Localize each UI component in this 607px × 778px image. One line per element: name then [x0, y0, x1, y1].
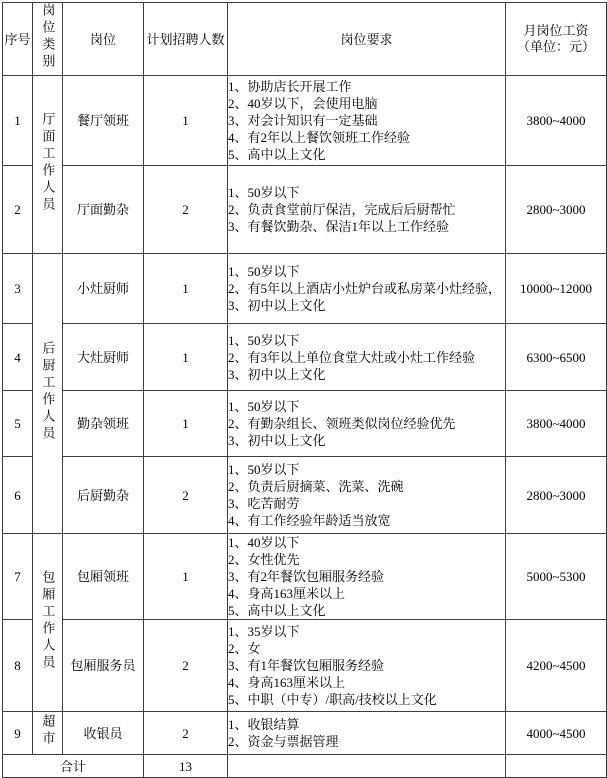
position-cell: 包厢领班	[63, 534, 144, 620]
total-row	[3, 755, 607, 778]
position-cell: 厅面勤杂	[63, 166, 144, 254]
header-headcount: 计划招聘人数	[144, 3, 228, 76]
header-salary-line1: 月岗位工资	[523, 23, 589, 38]
requirement-line: 4、有2年以上餐饮领班工作经验	[228, 130, 411, 145]
requirements-cell	[228, 391, 506, 457]
salary-cell: 2800~3000	[506, 166, 607, 254]
table-row	[3, 620, 607, 712]
requirements-cell	[228, 620, 506, 712]
requirement-line: 1、收银结算	[228, 717, 300, 732]
requirements-cell	[228, 534, 506, 620]
category-label: 厅面工作人员	[40, 111, 56, 214]
salary-cell: 3800~4000	[506, 76, 607, 166]
headcount-cell: 1	[144, 324, 228, 391]
header-salary-line2: （单位：元）	[516, 39, 595, 54]
position-cell: 餐厅领班	[63, 76, 144, 166]
requirement-line: 2、有5年以上酒店小灶炉台或私房菜小灶经验，	[228, 281, 502, 296]
table-row	[3, 712, 607, 755]
salary-cell: 4000~4500	[506, 712, 607, 755]
requirement-line: 5、高中以上文化	[228, 603, 326, 618]
category-cell-private-room	[33, 534, 63, 712]
table-row	[3, 166, 607, 254]
requirement-line: 2、资金与票据管理	[228, 734, 339, 749]
headcount-cell: 1	[144, 391, 228, 457]
row-number: 1	[3, 76, 33, 166]
row-number: 8	[3, 620, 33, 712]
headcount-cell: 1	[144, 254, 228, 324]
requirements-cell	[228, 166, 506, 254]
requirement-line: 4、有工作经验年龄适当放宽	[228, 513, 391, 528]
row-number: 7	[3, 534, 33, 620]
total-headcount-cell: 13	[144, 755, 228, 778]
requirement-line: 3、初中以上文化	[228, 433, 326, 448]
header-category	[33, 3, 63, 76]
requirements-cell	[228, 324, 506, 391]
headcount-cell: 2	[144, 457, 228, 534]
header-row	[3, 3, 607, 76]
requirement-line: 2、有勤杂组长、领班类似岗位经验优先	[228, 416, 456, 431]
row-number: 5	[3, 391, 33, 457]
requirement-line: 1、50岁以下	[228, 185, 300, 200]
requirement-line: 2、负责食堂前厅保洁，完成后后厨帮忙	[228, 202, 456, 217]
position-cell: 收银员	[63, 712, 144, 755]
table-row	[3, 457, 607, 534]
requirement-line: 5、中职（中专）/职高/技校以上文化	[228, 692, 437, 707]
salary-cell: 5000~5300	[506, 534, 607, 620]
requirement-line: 3、有2年餐饮包厢服务经验	[228, 569, 385, 584]
table-row	[3, 76, 607, 166]
requirements-cell	[228, 712, 506, 755]
total-requirements-empty-cell	[228, 755, 506, 778]
total-salary-empty-cell	[506, 755, 607, 778]
requirement-line: 3、初中以上文化	[228, 366, 326, 382]
requirement-line: 2、女性优先	[228, 552, 300, 567]
category-cell-kitchen	[33, 254, 63, 534]
requirement-line: 2、40岁以下，会使用电脑	[228, 96, 378, 111]
requirement-line: 3、有餐饮勤杂、保洁1年以上工作经验	[228, 219, 450, 234]
requirement-line: 2、女	[228, 641, 261, 656]
requirement-line: 1、协助店长开展工作	[228, 79, 352, 94]
requirement-line: 1、35岁以下	[228, 624, 300, 639]
headcount-cell: 1	[144, 76, 228, 166]
table-row	[3, 534, 607, 620]
category-label: 后厨工作人员	[40, 340, 56, 443]
requirements-cell	[228, 457, 506, 534]
row-number: 4	[3, 324, 33, 391]
requirement-line: 4、身高163厘米以上	[228, 675, 346, 690]
category-cell-front-hall	[33, 76, 63, 254]
category-label: 超市	[40, 714, 56, 748]
position-cell: 包厢服务员	[63, 620, 144, 712]
headcount-cell: 2	[144, 712, 228, 755]
headcount-cell: 2	[144, 620, 228, 712]
requirement-line: 4、身高163厘米以上	[228, 586, 346, 601]
requirement-line: 3、初中以上文化	[228, 298, 326, 313]
header-salary	[506, 3, 607, 76]
header-position: 岗位	[63, 3, 144, 76]
salary-cell: 10000~12000	[506, 254, 607, 324]
salary-cell: 3800~4000	[506, 391, 607, 457]
requirement-line: 2、有3年以上单位食堂大灶或小灶工作经验	[228, 349, 476, 365]
header-category-label: 岗位类别	[40, 3, 56, 71]
recruitment-table	[2, 2, 607, 778]
requirement-line: 3、吃苦耐劳	[228, 496, 300, 511]
category-label: 包厢工作人员	[40, 569, 56, 672]
position-cell: 勤杂领班	[63, 391, 144, 457]
headcount-cell: 2	[144, 166, 228, 254]
row-number: 2	[3, 166, 33, 254]
requirement-line: 1、40岁以下	[228, 535, 300, 550]
requirement-line: 3、有1年餐饮包厢服务经验	[228, 658, 385, 673]
category-cell-supermarket	[33, 712, 63, 755]
header-no: 序号	[3, 3, 33, 76]
header-requirements: 岗位要求	[228, 3, 506, 76]
position-cell: 大灶厨师	[63, 324, 144, 391]
requirement-line: 1、50岁以下	[228, 264, 300, 279]
salary-cell: 4200~4500	[506, 620, 607, 712]
headcount-cell: 1	[144, 534, 228, 620]
requirement-line: 2、负责后厨摘菜、洗菜、洗碗	[228, 479, 404, 494]
row-number: 3	[3, 254, 33, 324]
salary-cell: 2800~3000	[506, 457, 607, 534]
requirement-line: 1、50岁以下	[228, 462, 300, 477]
row-number: 9	[3, 712, 33, 755]
position-cell: 后厨勤杂	[63, 457, 144, 534]
row-number: 6	[3, 457, 33, 534]
salary-cell: 6300~6500	[506, 324, 607, 391]
table-row	[3, 391, 607, 457]
requirement-line: 3、对会计知识有一定基础	[228, 113, 378, 128]
requirements-cell	[228, 254, 506, 324]
table-row	[3, 254, 607, 324]
requirement-line: 1、50岁以下	[228, 332, 300, 348]
total-label-cell: 合计	[3, 755, 144, 778]
requirement-line: 1、50岁以下	[228, 399, 300, 414]
requirements-cell	[228, 76, 506, 166]
requirement-line: 5、高中以上文化	[228, 147, 326, 162]
position-cell: 小灶厨师	[63, 254, 144, 324]
table-row	[3, 324, 607, 391]
